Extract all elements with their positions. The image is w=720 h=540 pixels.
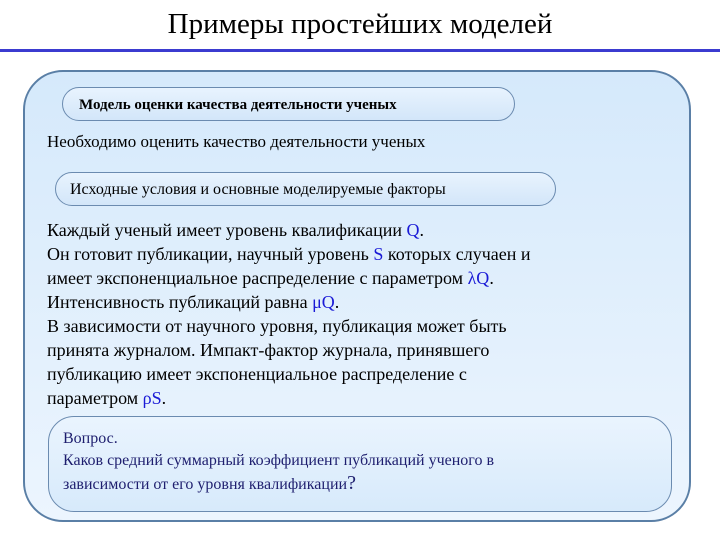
conditions-paragraph xyxy=(47,218,667,410)
variable-mu-q: μQ xyxy=(312,292,335,312)
variable-rho-s: ρS xyxy=(142,388,162,408)
conditions-line: принята журналом. Импакт-фактор журнала, принявшего xyxy=(47,340,490,360)
conditions-line: Каждый ученый имеет уровень квалификации Q. xyxy=(47,220,424,240)
variable-lambda-q: λQ xyxy=(467,268,490,288)
question-mark: ? xyxy=(347,472,356,494)
conditions-line: В зависимости от научного уровня, публикация может быть xyxy=(47,316,507,336)
conditions-line: параметром ρS. xyxy=(47,388,167,408)
question-line: зависимости от его уровня квалификации? xyxy=(63,472,356,494)
variable-s: S xyxy=(373,244,384,264)
conditions-line: Интенсивность публикаций равна μQ. xyxy=(47,292,340,312)
title-divider xyxy=(0,49,720,52)
task-statement: Необходимо оценить качество деятельности ученых xyxy=(47,132,426,151)
question-label: Вопрос. xyxy=(63,430,118,447)
conditions-line: имеет экспоненциальное распределение с параметром λQ. xyxy=(47,268,494,288)
section-label-pill: Исходные условия и основные моделируемые факторы xyxy=(55,172,556,206)
page-title: Примеры простейших моделей xyxy=(167,8,553,40)
conditions-line: публикацию имеет экспоненциальное распределение с xyxy=(47,364,467,384)
question-line: Каков средний суммарный коэффициент публикаций ученого в xyxy=(63,452,494,469)
variable-q: Q xyxy=(406,220,420,240)
model-header-pill: Модель оценки качества деятельности ученых xyxy=(62,87,515,121)
question-box xyxy=(48,416,672,512)
conditions-line: Он готовит публикации, научный уровень S которых случаен и xyxy=(47,244,531,264)
